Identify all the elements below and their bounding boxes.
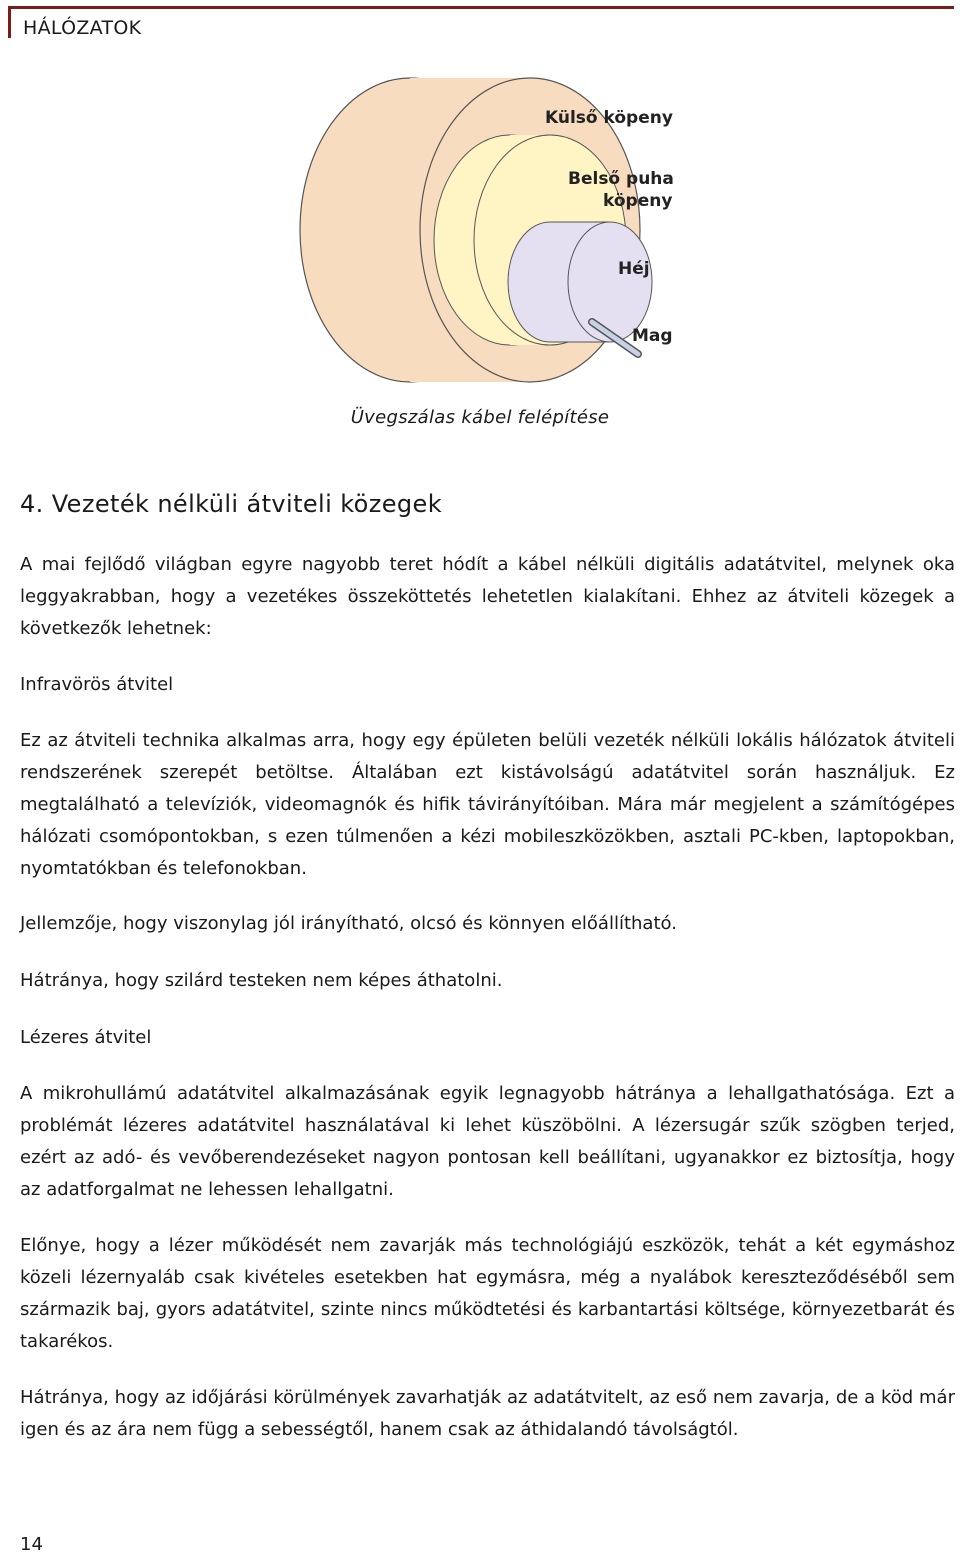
section-heading: 4. Vezeték nélküli átviteli közegek: [20, 490, 443, 518]
fiber-cable-diagram: [260, 60, 700, 400]
infrared-paragraph-1: Ez az átviteli technika alkalmas arra, hogy egy épületen belüli vezeték nélküli lokális hálózatok átviteli rendszerének szerepét betöltse. Általában ezt kistávolságú adatátvitel során használjuk. Ez megtalálható a televíziók, videomagnók és hifik távirányítóiban. Mára már megjelent a számítógépes hálózati csomópontokban, s ezen túlmenően a kézi mobileszközökben, asztali PC-kben, laptopokban, nyomtatókban és telefonokban.: [20, 730, 955, 879]
label-inner-jacket-1: Belső puha: [568, 169, 674, 189]
laser-paragraph-3: Hátránya, hogy az időjárási körülmények zavarhatják az adatátvitelt, az eső nem zavarja, de a köd már igen és az ára nem függ a sebességtől, hanem csak az áthidalandó távolságtól.: [20, 1387, 955, 1440]
label-core: Mag: [632, 326, 673, 346]
cladding-face: [568, 222, 652, 342]
page-number: 14: [20, 1534, 43, 1555]
label-outer-jacket: Külső köpeny: [545, 108, 673, 128]
fiber-cable-figure: [260, 60, 700, 400]
laser-paragraph-1: A mikrohullámú adatátvitel alkalmazásának egyik legnagyobb hátránya a lehallgathatósága. Ezt a problémát lézeres adatátvitel használatával ki lehet küszöbölni. A lézersugár szűk szögben terjed, ezért az adó- és vevőberendezéseket nagyon pontosan kell beállítani, ugyanakkor ez biztosítja, hogy az adatforgalmat ne lehessen lehallgatni.: [20, 1083, 955, 1200]
infrared-paragraph-3: Hátránya, hogy szilárd testeken nem képes áthatolni.: [20, 970, 503, 991]
intro-paragraph: A mai fejlődő világban egyre nagyobb teret hódít a kábel nélküli digitális adatátvitel, melynek oka leggyakrabban, hogy a vezetékes összeköttetés lehetetlen kialakítani. Ehhez az átviteli közegek a következők lehetnek:: [20, 554, 955, 639]
infrared-heading: Infravörös átvitel: [20, 674, 174, 695]
figure-caption: Üvegszálas kábel felépítése: [350, 407, 610, 428]
label-inner-jacket-2: köpeny: [603, 191, 673, 211]
page-header: [8, 6, 954, 38]
header-title: HÁLÓZATOK: [23, 17, 142, 39]
label-cladding: Héj: [618, 259, 650, 279]
laser-heading: Lézeres átvitel: [20, 1027, 152, 1048]
laser-paragraph-2: Előnye, hogy a lézer működését nem zavarják más technológiájú eszközök, tehát a két egymáshoz közeli lézernyaláb csak kivételes esetekben hat egymásra, még a nyalábok kereszteződéséből sem származik baj, gyors adatátvitel, szinte nincs működtetési és karbantartási költsége, környezetbarát és takarékos.: [20, 1235, 955, 1352]
infrared-paragraph-2: Jellemzője, hogy viszonylag jól irányítható, olcsó és könnyen előállítható.: [20, 913, 677, 934]
